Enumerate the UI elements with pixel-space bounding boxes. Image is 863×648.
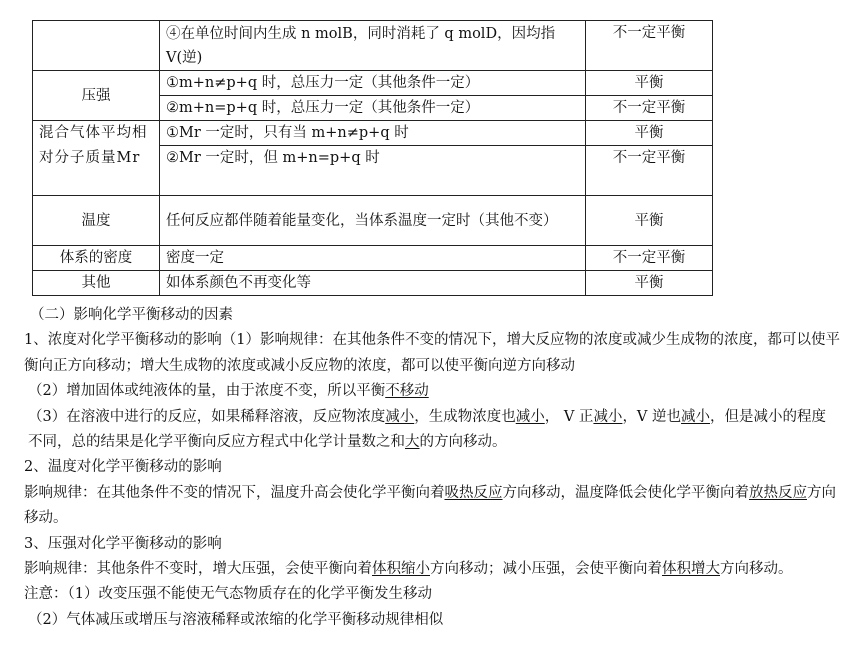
underlined-term: 体积缩小 bbox=[372, 561, 430, 578]
table-cell-result: 平衡 bbox=[586, 71, 713, 96]
text-span: ，生成物浓度也 bbox=[414, 408, 516, 425]
table-cell-result: 不一定平衡 bbox=[586, 96, 713, 121]
table-cell-condition: 任何反应都伴随着能量变化，当体系温度一定时（其他不变） bbox=[160, 196, 586, 246]
table-cell-label: 混合气体平均相对分子质量Mr bbox=[33, 121, 160, 196]
paragraph-pressure bbox=[24, 557, 840, 582]
underlined-term: 不移动 bbox=[385, 383, 429, 400]
table-row bbox=[33, 21, 713, 71]
table-row bbox=[33, 246, 713, 271]
table-cell-condition: ④在单位时间内生成 n molB，同时消耗了 q molD，因均指 V(逆) bbox=[160, 21, 586, 71]
table-row bbox=[33, 121, 713, 146]
text-span: 方向移动。 bbox=[24, 484, 836, 527]
underlined-term: 减小 bbox=[385, 408, 415, 425]
text-span: 的方向移动。 bbox=[419, 434, 507, 451]
table-cell-condition: 密度一定 bbox=[160, 246, 586, 271]
table-cell-result: 不一定平衡 bbox=[586, 21, 713, 71]
table-cell-result: 平衡 bbox=[586, 196, 713, 246]
underlined-term: 吸热反应 bbox=[444, 484, 503, 501]
note-line-2: （2）气体减压或增压与溶液稀释或浓缩的化学平衡移动规律相似 bbox=[28, 611, 444, 628]
underlined-term: 减小 bbox=[593, 408, 623, 425]
underlined-term: 减小 bbox=[515, 408, 545, 425]
equilibrium-criteria-table bbox=[32, 20, 713, 296]
table-row bbox=[33, 71, 713, 96]
underlined-term: 体积增大 bbox=[662, 561, 720, 578]
underlined-term: 减小 bbox=[681, 408, 711, 425]
text-span: 影响规律：在其他条件不变的情况下，温度升高会使化学平衡向着 bbox=[24, 484, 445, 501]
table-cell-condition: ①m+n≠p+q 时，总压力一定（其他条件一定） bbox=[160, 71, 586, 96]
table-cell-label: 体系的密度 bbox=[33, 246, 160, 271]
underlined-term: 大 bbox=[405, 434, 420, 451]
paragraph-concentration: 1、浓度对化学平衡移动的影响（1）影响规律：在其他条件不变的情况下，增大反应物的浓度或减少生成物的浓度，都可以使平衡向正方向移动；增大生成物的浓度或减小反应物的浓度，都可以使平衡向逆方向移动 bbox=[24, 332, 840, 374]
text-span: ， V 正 bbox=[544, 408, 594, 425]
table-cell-condition: ②Mr 一定时，但 m+n=p+q 时 bbox=[160, 146, 586, 196]
table-cell-result: 平衡 bbox=[586, 271, 713, 296]
table-row bbox=[33, 196, 713, 246]
heading-temperature: 2、温度对化学平衡移动的影响 bbox=[24, 459, 222, 476]
table-cell-condition: ①Mr 一定时，只有当 m+n≠p+q 时 bbox=[160, 121, 586, 146]
table-cell-label: 其他 bbox=[33, 271, 160, 296]
paragraph-dilution bbox=[24, 405, 840, 456]
table-cell-label: 压强 bbox=[33, 71, 160, 121]
text-span: 方向移动；减小压强，会使平衡向着 bbox=[430, 561, 662, 578]
table-cell-label: 温度 bbox=[33, 196, 160, 246]
table-cell-condition: ②m+n=p+q 时，总压力一定（其他条件一定） bbox=[160, 96, 586, 121]
text-span: （3）在溶液中进行的反应，如果稀释溶液，反应物浓度 bbox=[28, 408, 386, 425]
table-cell-result: 不一定平衡 bbox=[586, 246, 713, 271]
paragraph-solid-liquid bbox=[24, 379, 840, 404]
heading-pressure: 3、压强对化学平衡移动的影响 bbox=[24, 535, 222, 552]
text-span: 方向移动，温度降低会使化学平衡向着 bbox=[502, 484, 749, 501]
text-span: 方向移动。 bbox=[720, 561, 793, 578]
table-cell-result: 不一定平衡 bbox=[586, 146, 713, 196]
text-span: ，V 逆也 bbox=[622, 408, 682, 425]
table-cell-result: 平衡 bbox=[586, 121, 713, 146]
table-cell-label bbox=[33, 21, 160, 71]
text-span: ，但是减小的程度不同，总的结果是化学平衡向反应方程式中化学计量数之和 bbox=[28, 408, 827, 451]
note-line-1: 注意：（1）改变压强不能使无气态物质存在的化学平衡发生移动 bbox=[24, 586, 432, 603]
text-span: 影响规律：其他条件不变时，增大压强，会使平衡向着 bbox=[24, 561, 372, 578]
section-title: （二）影响化学平衡移动的因素 bbox=[30, 307, 233, 323]
table-row bbox=[33, 271, 713, 296]
underlined-term: 放热反应 bbox=[749, 484, 807, 501]
table-cell-condition: 如体系颜色不再变化等 bbox=[160, 271, 586, 296]
text-span: （2）增加固体或纯液体的量，由于浓度不变，所以平衡 bbox=[28, 383, 386, 400]
paragraph-temperature bbox=[24, 481, 840, 532]
document-body bbox=[24, 303, 840, 633]
